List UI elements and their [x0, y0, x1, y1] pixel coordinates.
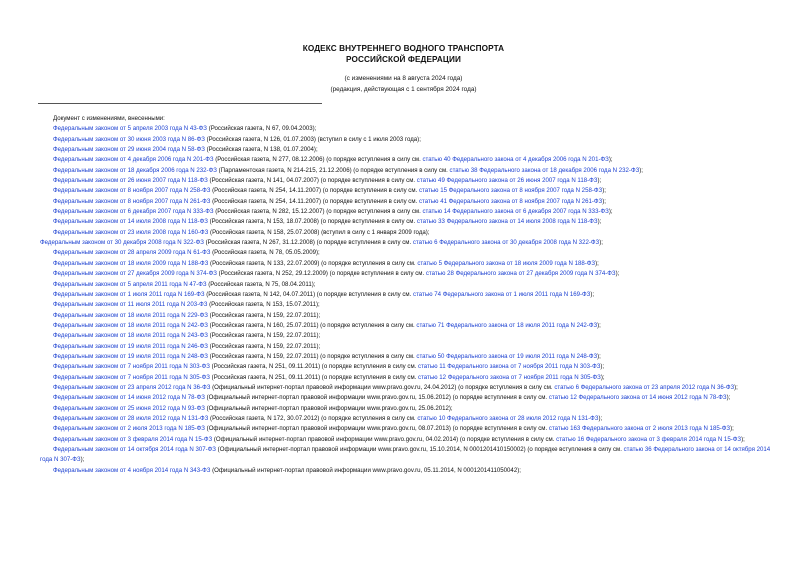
law-link[interactable]: Федеральным законом от 18 декабря 2006 года N 232-ФЗ: [53, 166, 217, 174]
amendment-entry: [40, 166, 772, 176]
law-link[interactable]: Федеральным законом от 5 апреля 2011 года N 47-ФЗ: [53, 280, 207, 288]
law-link[interactable]: Федеральным законом от 18 июля 2011 года N 243-ФЗ: [53, 332, 208, 340]
entry-closing: );: [639, 166, 643, 174]
amendment-entry: [40, 155, 772, 165]
law-link[interactable]: Федеральным законом от 14 июля 2008 года N 118-ФЗ: [53, 218, 208, 226]
article-reference-link[interactable]: статью 163 Федерального закона от 2 июля 2013 года N 185-ФЗ: [548, 425, 731, 433]
law-link[interactable]: Федеральным законом от 29 июня 2004 года N 58-ФЗ: [53, 146, 205, 154]
amendment-entry: [40, 269, 772, 279]
law-link[interactable]: Федеральным законом от 26 июня 2007 года N 118-ФЗ: [53, 177, 208, 185]
article-reference-link[interactable]: статью 6 Федерального закона от 23 апреля 2012 года N 36-ФЗ: [554, 383, 735, 391]
amendment-entry: [40, 383, 772, 393]
amendments-intro: Документ с изменениями, внесенными:: [53, 115, 165, 122]
amendment-entry: [40, 259, 772, 269]
law-link[interactable]: Федеральным законом от 18 июля 2011 года N 229-ФЗ: [53, 311, 208, 319]
amendment-entry: [40, 228, 772, 238]
entry-closing: );: [599, 239, 603, 247]
publication-source: (Российская газета, N 159, 22.07.2011);: [207, 342, 321, 350]
entry-closing: );: [734, 383, 738, 391]
article-reference-link[interactable]: статью 12 Федерального закона от 14 июня 2012 года N 78-ФЗ: [548, 394, 727, 402]
amendment-note: (с изменениями на 8 августа 2024 года): [344, 75, 463, 82]
article-reference-link[interactable]: статью 15 Федерального закона от 8 ноября 2007 года N 258-ФЗ: [418, 187, 603, 195]
amendment-entry: [40, 352, 772, 362]
amendment-entry: [40, 217, 772, 227]
article-reference-link[interactable]: статью 49 Федерального закона от 26 июня 2007 года N 118-ФЗ: [416, 177, 598, 185]
amendment-entry: [40, 373, 772, 383]
amendment-entry: [40, 362, 772, 372]
amendment-entry: [40, 280, 772, 290]
entry-closing: );: [597, 352, 601, 360]
law-link[interactable]: Федеральным законом от 14 октября 2014 года N 307-ФЗ: [53, 446, 216, 453]
law-link[interactable]: Федеральным законом от 14 июня 2012 года N 78-ФЗ: [53, 394, 205, 402]
law-link[interactable]: Федеральным законом от 4 ноября 2014 года N 343-ФЗ: [53, 466, 211, 474]
publication-source: (Официальный интернет-портал правовой информации www.pravo.gov.ru, 08.07.2013) (о порядке вступления в силу см.: [204, 425, 549, 433]
law-link[interactable]: Федеральным законом от 11 июля 2011 года N 203-ФЗ: [53, 301, 208, 309]
law-link[interactable]: Федеральным законом от 23 июля 2008 года N 160-ФЗ: [53, 228, 209, 236]
law-link[interactable]: Федеральным законом от 3 февраля 2014 года N 15-ФЗ: [53, 435, 213, 443]
law-link[interactable]: Федеральным законом от 28 апреля 2009 года N 61-ФЗ: [53, 249, 211, 257]
publication-source: (Российская газета, N 160, 25.07.2011) (о порядке вступления в силу см.: [207, 321, 417, 329]
amendment-entry: [40, 435, 772, 445]
article-reference-link[interactable]: статью 36 Федерального закона от 14 октября 2014 года N 307-ФЗ: [40, 446, 771, 464]
article-reference-link[interactable]: статью 10 Федерального закона от 28 июля 2012 года N 131-ФЗ: [417, 414, 599, 422]
amendment-entry: [40, 342, 772, 352]
publication-source: (Официальный интернет-портал правовой информации www.pravo.gov.ru, 24.04.2012) (о порядке вступления в силу см.: [210, 383, 555, 391]
law-link[interactable]: Федеральным законом от 2 июля 2013 года N 185-ФЗ: [53, 425, 205, 433]
amendment-entry: [40, 186, 772, 196]
entry-closing: );: [595, 259, 599, 267]
amendment-entry: [40, 414, 772, 424]
publication-source: (Российская газета, N 159, 22.07.2011);: [207, 332, 321, 340]
entry-closing: );: [726, 394, 731, 402]
amendment-entry: [40, 466, 772, 476]
amendment-entry: [40, 331, 772, 341]
law-link[interactable]: Федеральным законом от 8 ноября 2007 года N 261-ФЗ: [53, 197, 211, 205]
amendment-entry: [40, 393, 772, 403]
publication-source: (Российская газета, N 75, 08.04.2011);: [206, 280, 316, 288]
entry-closing: );: [598, 414, 603, 422]
publication-source: (Российская газета, N 159, 22.07.2011);: [207, 311, 321, 319]
article-reference-link[interactable]: статью 5 Федерального закона от 18 июля 2009 года N 188-ФЗ: [417, 259, 596, 267]
law-link[interactable]: Федеральным законом от 18 июля 2011 года N 242-ФЗ: [53, 321, 208, 329]
amendment-entry: [40, 424, 772, 434]
publication-source: (Российская газета, N 251, 09.11.2011) (о порядке вступления в силу см.: [209, 373, 419, 381]
publication-source: (Российская газета, N 159, 22.07.2011) (о порядке вступления в силу см.: [207, 352, 417, 360]
publication-source: (Официальный интернет-портал правовой информации www.pravo.gov.ru, 15.06.2012) (о порядке вступления в силу см.: [204, 394, 549, 402]
law-link[interactable]: Федеральным законом от 7 ноября 2011 года N 303-ФЗ: [53, 363, 210, 371]
article-reference-link[interactable]: статью 11 Федерального закона от 7 ноября 2011 года N 303-ФЗ: [418, 363, 601, 371]
law-link[interactable]: Федеральным законом от 7 ноября 2011 года N 305-ФЗ: [53, 373, 210, 381]
amendment-entry: [40, 135, 772, 145]
entry-closing: );: [730, 425, 734, 433]
edition-note: (редакция, действующая с 1 сентября 2024 года): [330, 86, 477, 93]
article-reference-link[interactable]: статью 12 Федерального закона от 7 ноября 2011 года N 305-ФЗ: [418, 373, 601, 381]
publication-source: (Российская газета, N 67, 09.04.2003);: [207, 125, 317, 133]
amendment-entry: [40, 197, 772, 207]
publication-source: (Российская газета, N 78, 05.05.2009);: [210, 249, 320, 257]
publication-source: (Российская газета, N 254, 14.11.2007) (о порядке вступления в силу см.: [210, 197, 419, 205]
amendments-list: [40, 114, 772, 476]
publication-source: (Российская газета, N 277, 08.12.2006) (о порядке вступления в силу см.: [213, 156, 423, 164]
publication-source: (Российская газета, N 141, 04.07.2007) (о порядке вступления в силу см.: [207, 177, 417, 185]
law-link[interactable]: Федеральным законом от 23 апреля 2012 года N 36-ФЗ: [53, 383, 211, 391]
article-reference-link[interactable]: статью 33 Федерального закона от 14 июля 2008 года N 118-ФЗ: [416, 218, 598, 226]
publication-source: (Официальный интернет-портал правовой информации www.pravo.gov.ru, 04.02.2014) (о порядке вступления в силу см.: [212, 435, 557, 443]
law-link[interactable]: Федеральным законом от 28 июля 2012 года N 131-ФЗ: [53, 414, 209, 422]
publication-source: (Российская газета, N 153, 18.07.2008) (о порядке вступления в силу см.: [207, 218, 417, 226]
law-link[interactable]: Федеральным законом от 30 декабря 2008 года N 322-ФЗ: [40, 239, 204, 247]
publication-source: (Российская газета, N 158, 25.07.2008) (вступил в силу с 1 января 2009 года);: [208, 228, 430, 236]
entry-closing: );: [597, 177, 602, 185]
publication-source: (Парламентская газета, N 214-215, 21.12.2006) (о порядке вступления в силу см.: [216, 166, 450, 174]
publication-source: (Российская газета, N 126, 01.07.2003) (вступил в силу с 1 июля 2003 года);: [204, 135, 421, 143]
publication-source: (Российская газета, N 133, 22.07.2009) (о порядке вступления в силу см.: [208, 259, 418, 267]
law-link[interactable]: Федеральным законом от 27 декабря 2009 года N 374-ФЗ: [53, 270, 217, 278]
article-reference-link[interactable]: статью 41 Федерального закона от 8 ноября 2007 года N 261-ФЗ: [418, 197, 603, 205]
amendment-entry: [40, 248, 772, 258]
entry-closing: );: [597, 218, 602, 226]
amendment-entry: [40, 176, 772, 186]
publication-source: (Российская газета, N 153, 15.07.2011);: [207, 301, 320, 309]
law-link[interactable]: Федеральным законом от 1 июля 2011 года N 169-ФЗ: [53, 290, 205, 298]
article-reference-link[interactable]: статью 50 Федерального закона от 19 июля 2011 года N 248-ФЗ: [416, 352, 598, 360]
entry-closing: );: [597, 321, 601, 329]
law-link[interactable]: Федеральным законом от 25 июня 2012 года N 93-ФЗ: [53, 404, 205, 412]
document-title-line2: РОССИЙСКОЙ ФЕДЕРАЦИИ: [346, 55, 461, 64]
article-reference-link[interactable]: статью 74 Федерального закона от 1 июля 2011 года N 169-ФЗ: [413, 290, 591, 298]
publication-source: (Российская газета, N 282, 15.12.2007) (о порядке вступления в силу см.: [213, 208, 423, 216]
article-reference-link[interactable]: статью 40 Федерального закона от 4 декабря 2006 года N 201-ФЗ: [422, 156, 609, 164]
publication-source: (Официальный интернет-портал правовой информации www.pravo.gov.ru, 15.10.2014, N 0001201410150002) (о порядке вступления в силу см.: [215, 446, 624, 453]
document-title: КОДЕКС ВНУТРЕННЕГО ВОДНОГО ТРАНСПОРТА: [302, 44, 505, 53]
publication-source: (Российская газета, N 142, 04.07.2011) (о порядке вступления в силу см.: [204, 290, 414, 298]
law-link[interactable]: Федеральным законом от 5 апреля 2003 года N 43-ФЗ: [53, 125, 207, 133]
amendment-entry: [40, 145, 772, 155]
publication-source: (Российская газета, N 251, 09.11.2011) (о порядке вступления в силу см.: [209, 363, 419, 371]
entry-closing: );: [608, 208, 613, 216]
article-reference-link[interactable]: статью 28 Федерального закона от 27 декабря 2009 года N 374-ФЗ: [425, 270, 616, 278]
entry-closing: );: [615, 270, 620, 278]
publication-source: (Российская газета, N 252, 29.12.2009) (о порядке вступления в силу см.: [216, 270, 426, 278]
entry-closing: );: [602, 197, 606, 205]
publication-source: (Российская газета, N 267, 31.12.2008) (о порядке вступления в силу см.: [203, 239, 413, 247]
entry-closing: );: [608, 156, 613, 164]
law-link[interactable]: Федеральным законом от 6 декабря 2007 года N 333-ФЗ: [53, 208, 214, 216]
amendment-entry: [40, 321, 772, 331]
law-link[interactable]: Федеральным законом от 4 декабря 2006 года N 201-ФЗ: [53, 156, 214, 164]
amendment-entry: [40, 445, 772, 466]
law-link[interactable]: Федеральным законом от 18 июля 2009 года N 188-ФЗ: [53, 259, 209, 267]
publication-source: (Официальный интернет-портал правовой информации www.pravo.gov.ru, 05.11.2014, N 0001201411050042);: [210, 466, 521, 474]
entry-closing: );: [600, 363, 605, 371]
publication-source: (Российская газета, N 138, 01.07.2004);: [204, 146, 318, 154]
entry-closing: );: [741, 435, 745, 443]
law-link[interactable]: Федеральным законом от 19 июля 2011 года N 246-ФЗ: [53, 342, 208, 350]
amendment-entry: [40, 290, 772, 300]
amendment-entry: [40, 207, 772, 217]
publication-source: (Российская газета, N 172, 30.07.2012) (о порядке вступления в силу см.: [208, 414, 418, 422]
law-link[interactable]: Федеральным законом от 19 июля 2011 года N 248-ФЗ: [53, 352, 208, 360]
publication-source: (Официальный интернет-портал правовой информации www.pravo.gov.ru, 25.06.2012);: [204, 404, 453, 412]
entry-closing: );: [600, 373, 605, 381]
amendment-entry: [40, 404, 772, 414]
law-link[interactable]: Федеральным законом от 30 июня 2003 года N 86-ФЗ: [53, 135, 205, 143]
article-reference-link[interactable]: статью 6 Федерального закона от 30 декабря 2008 года N 322-ФЗ: [412, 239, 600, 247]
amendment-entry: [40, 311, 772, 321]
article-reference-link[interactable]: статью 38 Федерального закона от 18 декабря 2006 года N 232-ФЗ: [449, 166, 640, 174]
header-divider: [38, 103, 322, 104]
entry-closing: );: [602, 187, 606, 195]
law-link[interactable]: Федеральным законом от 8 ноября 2007 года N 258-ФЗ: [53, 187, 211, 195]
publication-source: (Российская газета, N 254, 14.11.2007) (о порядке вступления в силу см.: [210, 187, 419, 195]
article-reference-link[interactable]: статью 14 Федерального закона от 6 декабря 2007 года N 333-ФЗ: [422, 208, 609, 216]
amendment-entry: [40, 124, 772, 134]
article-reference-link[interactable]: статью 16 Федерального закона от 3 февраля 2014 года N 15-ФЗ: [556, 435, 742, 443]
amendment-entry: [40, 238, 772, 248]
entry-closing: );: [80, 456, 85, 464]
amendment-entry: [40, 300, 772, 310]
entry-closing: );: [590, 290, 595, 298]
article-reference-link[interactable]: статью 71 Федерального закона от 18 июля 2011 года N 242-ФЗ: [416, 321, 598, 329]
